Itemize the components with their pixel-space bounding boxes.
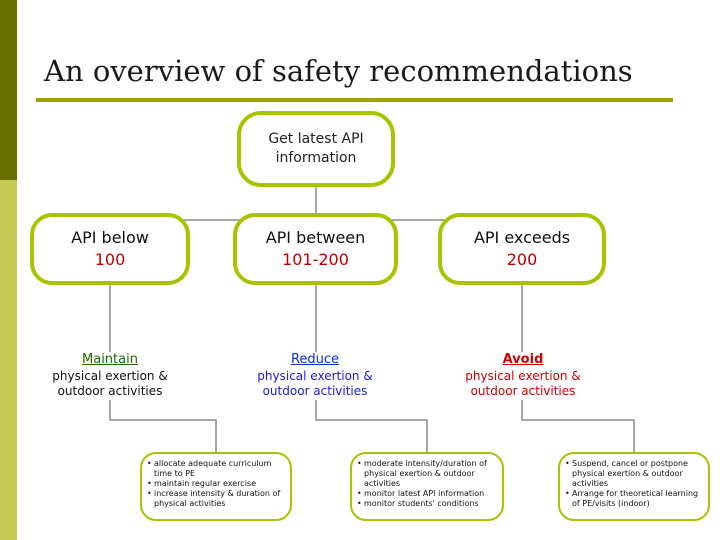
api-level-value: 101-200 (282, 250, 349, 269)
recommendation-item: • monitor latest API information (357, 489, 496, 499)
action-description: physical exertion & outdoor activities (257, 369, 373, 398)
action-verb: Avoid (502, 352, 544, 367)
recommendation-item: • allocate adequate curriculum time to PE (147, 459, 284, 479)
action-description: physical exertion & outdoor activities (465, 369, 581, 398)
action-maintain (38, 352, 182, 399)
api-level-below-100 (30, 213, 190, 285)
recommendation-list (147, 459, 284, 509)
api-level-value: 100 (94, 250, 126, 269)
connector-rec-2 (316, 400, 427, 452)
api-level-label: API below (71, 228, 149, 247)
api-level-101-200 (233, 213, 398, 285)
recommendation-item: • monitor students' conditions (357, 499, 496, 509)
action-reduce (240, 352, 390, 399)
api-level-exceeds-200 (438, 213, 606, 285)
action-description: physical exertion & outdoor activities (52, 369, 168, 398)
recommendation-item: • increase intensity & duration of physical activities (147, 489, 284, 509)
api-level-label: API between (265, 228, 366, 247)
root-node-get-api-info (237, 111, 395, 187)
recommendation-item: • moderate intensity/duration of physical exertion & outdoor activities (357, 459, 496, 489)
recommendation-item: • Arrange for theoretical learning of PE/visits (indoor) (565, 489, 702, 509)
recommendation-item: • Suspend, cancel or postpone physical exertion & outdoor activities (565, 459, 702, 489)
recommendations-reduce (350, 452, 504, 521)
root-node-line-1: Get latest API (268, 131, 364, 147)
recommendation-list (357, 459, 496, 509)
action-verb: Maintain (82, 352, 138, 367)
recommendation-list (565, 459, 702, 509)
api-level-value: 200 (506, 250, 538, 269)
action-verb: Reduce (290, 352, 340, 367)
root-node-line-2: information (275, 150, 357, 166)
connector-rec-3 (522, 400, 634, 452)
connector-rec-1 (110, 400, 216, 452)
recommendation-item: • maintain regular exercise (147, 479, 284, 489)
recommendations-avoid (558, 452, 710, 521)
slide-title: An overview of safety recommendations (44, 54, 633, 88)
action-avoid (448, 352, 598, 399)
recommendations-maintain (140, 452, 292, 521)
api-level-label: API exceeds (473, 228, 571, 247)
